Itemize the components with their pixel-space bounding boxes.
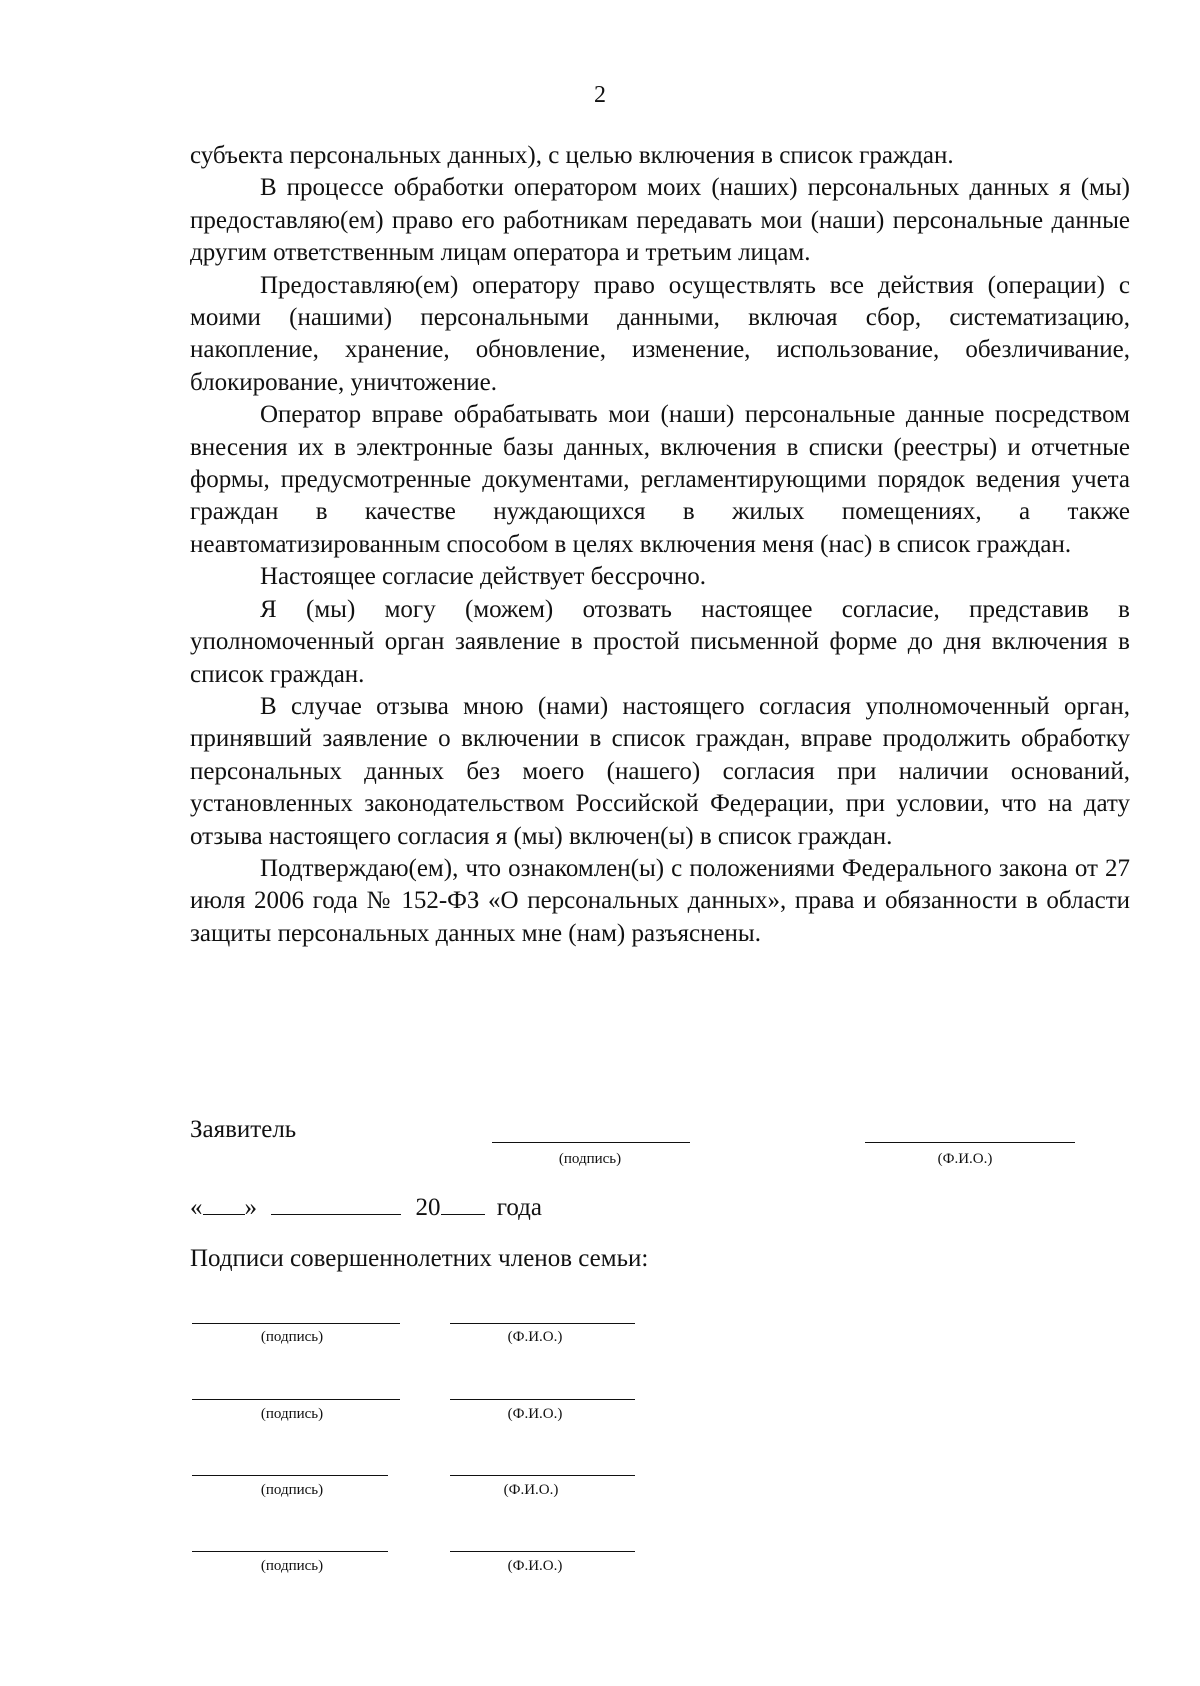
family-name-line[interactable] bbox=[450, 1399, 635, 1400]
family-name-caption: (Ф.И.О.) bbox=[503, 1482, 559, 1498]
family-name-line[interactable] bbox=[450, 1475, 635, 1476]
paragraph: Оператор вправе обрабатывать мои (наши) персональные данные посредством внесения их в электронные базы данных, включения в списки (реестры) и отчетные формы, предусмотренные документами, регламентирующими порядок ведения учета граждан в качестве нуждающихся в жилых помещениях, а также неавтоматизированным способом в целях включения меня (нас) в список граждан. bbox=[190, 401, 1130, 558]
family-signature-caption: (подпись) bbox=[260, 1558, 324, 1574]
family-signature-caption: (подпись) bbox=[260, 1406, 324, 1422]
family-name-line[interactable] bbox=[450, 1551, 635, 1552]
family-name-line[interactable] bbox=[450, 1323, 635, 1324]
applicant-name-caption: (Ф.И.О.) bbox=[937, 1151, 993, 1167]
applicant-label: Заявитель bbox=[190, 1116, 297, 1143]
family-signature-line[interactable] bbox=[192, 1399, 400, 1400]
paragraph: Я (мы) могу (можем) отозвать настоящее согласие, представив в уполномоченный орган заявление в простой письменной форме до дня включения в список граждан. bbox=[190, 595, 1130, 688]
date-line bbox=[190, 1192, 542, 1223]
family-signature-line[interactable] bbox=[192, 1551, 388, 1552]
family-signature-line[interactable] bbox=[192, 1475, 388, 1476]
month-blank[interactable] bbox=[271, 1192, 401, 1215]
applicant-signature-line[interactable] bbox=[492, 1142, 690, 1143]
family-name-caption: (Ф.И.О.) bbox=[507, 1558, 563, 1574]
family-signature-line[interactable] bbox=[192, 1323, 400, 1324]
applicant-signature-caption: (подпись) bbox=[558, 1151, 622, 1167]
consent-body bbox=[190, 140, 1130, 950]
family-signatures-label: Подписи совершеннолетних членов семьи: bbox=[190, 1245, 649, 1272]
year-blank[interactable] bbox=[441, 1192, 485, 1215]
day-blank[interactable] bbox=[203, 1192, 245, 1215]
family-signature-caption: (подпись) bbox=[260, 1482, 324, 1498]
page-number: 2 bbox=[594, 82, 606, 108]
year-prefix: 20 bbox=[415, 1194, 441, 1221]
paragraph: В случае отзыва мною (нами) настоящего согласия уполномоченный орган, принявший заявление о включении в список граждан, вправе продолжить обработку персональных данных без моего (нашего) согласия при наличии оснований, установленных законодательством Российской Федерации, при условии, что на дату отзыва настоящего согласия я (мы) включен(ы) в список граждан. bbox=[190, 692, 1130, 850]
family-name-caption: (Ф.И.О.) bbox=[507, 1329, 563, 1345]
paragraph: В процессе обработки оператором моих (наших) персональных данных я (мы) предоставляю(ем) право его работникам передавать мои (наши) персональные данные другим ответственным лицам оператора и третьим лицам. bbox=[190, 174, 1130, 267]
paragraph: Подтверждаю(ем), что ознакомлен(ы) с положениями Федерального закона от 27 июля 2006 года № 152-ФЗ «О персональных данных», права и обязанности в области защиты персональных данных мне (нам) разъяснены. bbox=[190, 854, 1130, 947]
date-open-quote: « bbox=[190, 1194, 203, 1221]
family-signature-caption: (подпись) bbox=[260, 1329, 324, 1345]
date-close-quote: » bbox=[244, 1194, 257, 1221]
family-name-caption: (Ф.И.О.) bbox=[507, 1406, 563, 1422]
paragraph: Настоящее согласие действует бессрочно. bbox=[260, 563, 706, 591]
applicant-name-line[interactable] bbox=[865, 1142, 1075, 1143]
paragraph: Предоставляю(ем) оператору право осуществлять все действия (операции) с моими (нашими) персональными данными, включая сбор, систематизацию, накопление, хранение, обновление, изменение, использование, обезличивание, блокирование, уничтожение. bbox=[190, 271, 1130, 396]
year-word: года bbox=[496, 1194, 542, 1221]
paragraph: субъекта персональных данных), с целью включения в список граждан. bbox=[190, 142, 954, 169]
